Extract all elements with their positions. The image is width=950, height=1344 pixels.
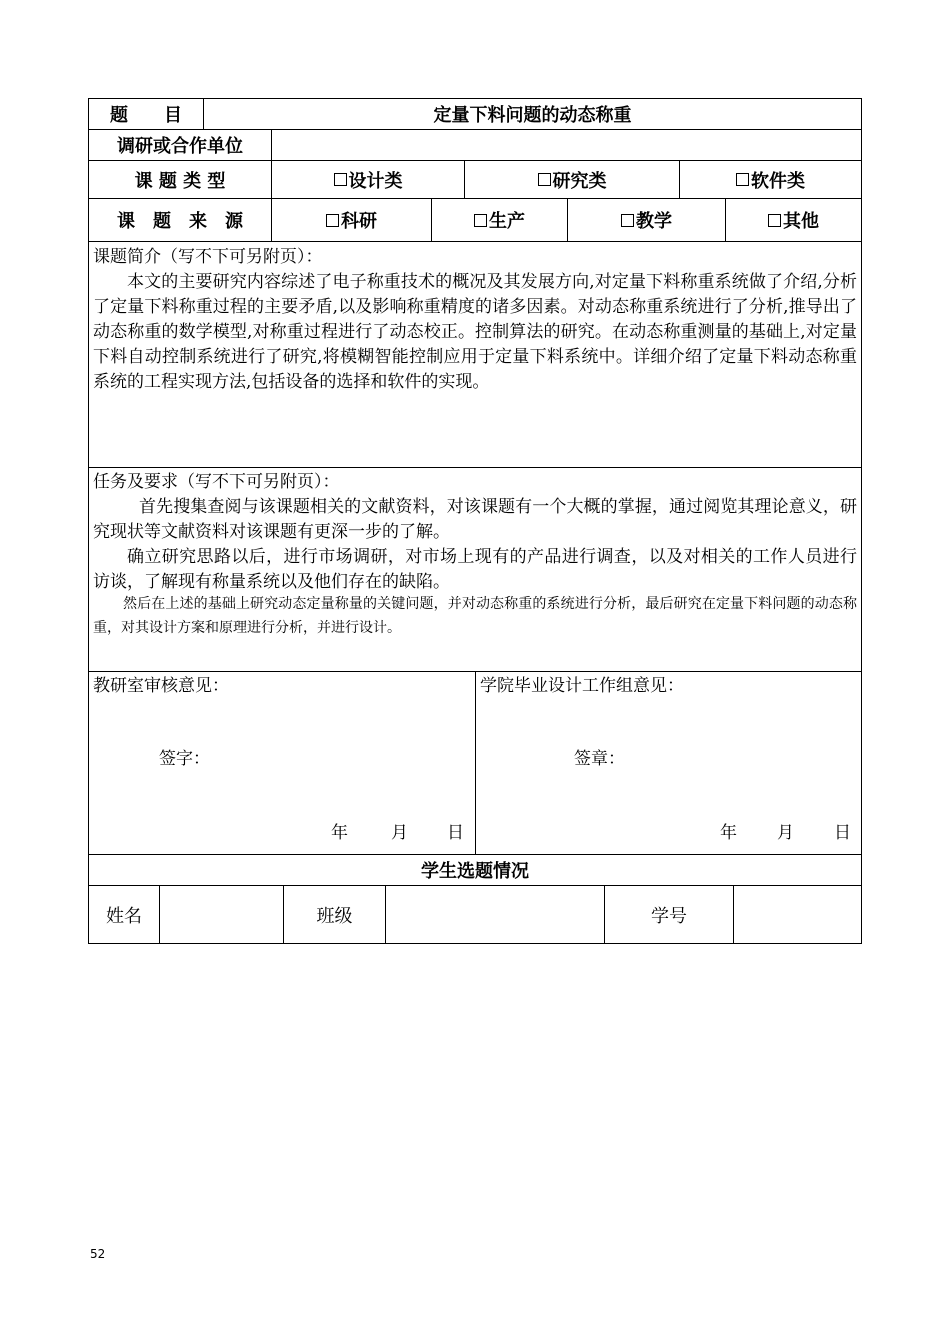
page-number: 52 [90,1247,106,1261]
student-class-label: 班级 [283,886,385,943]
college-day: 日 [834,823,851,843]
type-label: 课 题 类 型 [134,170,226,192]
tasks-section [88,467,862,671]
unit-label: 调研或合作单位 [117,136,243,157]
tasks-paragraph-3: 然后在上述的基础上研究动态定量称量的关键问题，并对动态称重的系统进行分析，最后研究在定量下料问题的动态称重，对其设计方案和原理进行分析，并进行设计。 [93,596,857,636]
student-id-label: 学号 [604,886,733,943]
checkbox-icon [621,214,634,227]
title-value: 定量下料问题的动态称重 [203,99,861,129]
college-review-heading: 学院毕业设计工作组意见： [480,676,684,696]
department-year: 年 [331,823,348,843]
checkbox-icon [326,214,339,227]
type-option-software[interactable]: 软件类 [679,161,861,198]
source-option-other[interactable]: 其他 [725,199,861,241]
type-option-research[interactable]: 研究类 [464,161,679,198]
checkbox-icon [334,173,347,186]
checkbox-icon [736,173,749,186]
form-table [88,98,862,944]
selection-heading: 学生选题情况 [421,861,529,882]
department-day: 日 [447,823,464,843]
department-month: 月 [391,823,408,843]
intro-section [88,241,862,467]
unit-value [271,130,861,160]
title-label: 题 目 [110,105,182,126]
source-option-production[interactable]: 生产 [431,199,567,241]
student-info-row [88,885,862,944]
intro-text: 本文的主要研究内容综述了电子称重技术的概况及其发展方向,对定量下料称重系统做了介绍,分析了定量下料称重过程的主要矛盾,以及影响称重精度的诸多因素。对动态称重系统进行了分析,推导出了动态称重的数学模型,对称重过程进行了动态校正。控制算法的研究。在动态称重测量的基础上,对定量下料自动控制系统进行了研究,将模糊智能控制应用于定量下料系统中。详细介绍了定量下料动态称重系统的工程实现方法,包括设备的选择和软件的实现。 [93,272,857,392]
source-label: 课 题 来 源 [117,211,243,232]
department-review-heading: 教研室审核意见： [93,676,229,696]
student-id-field[interactable] [733,886,861,943]
tasks-paragraph-1: 首先搜集查阅与该课题相关的文献资料，对该课题有一个大概的掌握，通过阅览其理论意义，研究现状等文献资料对该课题有更深一步的了解。 [93,497,857,542]
intro-heading: 课题简介（写不下可另附页）： [93,247,323,267]
source-option-research[interactable]: 科研 [271,199,431,241]
college-review [475,672,861,854]
student-name-label: 姓名 [106,905,142,927]
department-sign-label: 签字： [159,749,210,769]
type-row [88,160,862,198]
type-option-design[interactable]: 设计类 [271,161,464,198]
checkbox-icon [538,173,551,186]
college-year: 年 [720,823,737,843]
review-section [88,671,862,854]
checkbox-icon [768,214,781,227]
title-row [88,98,862,129]
college-sign-label: 签章： [574,749,625,769]
source-row [88,198,862,241]
checkbox-icon [474,214,487,227]
college-month: 月 [777,823,794,843]
tasks-paragraph-2: 确立研究思路以后，进行市场调研，对市场上现有的产品进行调查，以及对相关的工作人员进行访谈，了解现有称量系统以及他们存在的缺陷。 [93,547,857,592]
department-review [89,672,475,854]
tasks-heading: 任务及要求（写不下可另附页）： [93,472,340,492]
selection-heading-row [88,854,862,885]
student-class-field[interactable] [385,886,604,943]
student-name-field[interactable] [159,886,283,943]
source-option-teaching[interactable]: 教学 [567,199,725,241]
unit-row [88,129,862,160]
